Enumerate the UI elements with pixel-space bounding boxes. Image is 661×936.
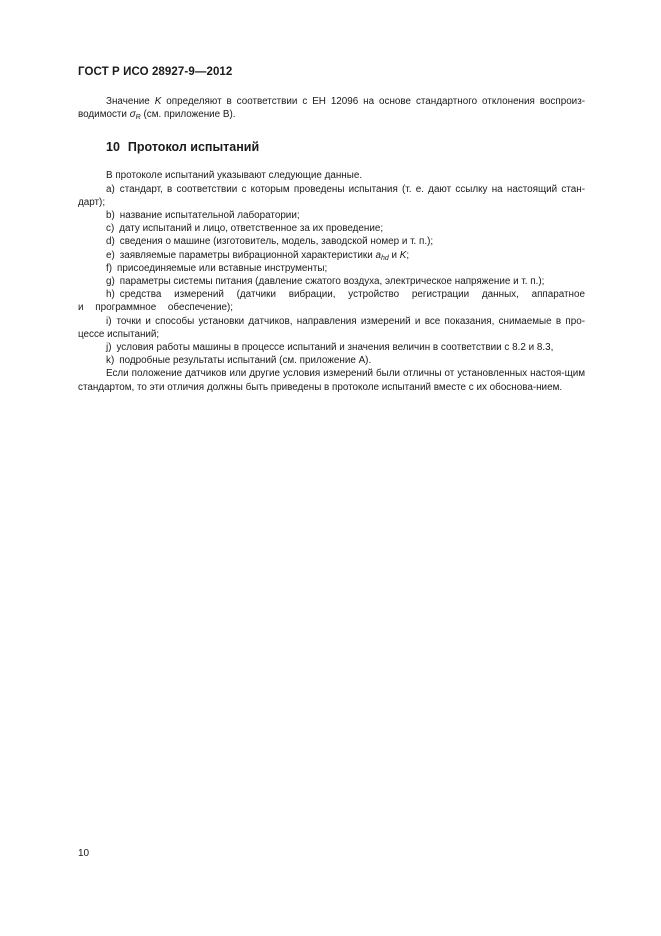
closing-paragraph: Если положение датчиков или другие условия измерений были отличны от установленных настоя-щим стандартом, то эти отличия должны быть приведены в протоколе испытаний вместе с их обоснова-нием. xyxy=(78,368,585,393)
list-item-e xyxy=(78,249,585,262)
section-number: 10 xyxy=(106,140,120,155)
sigma-letter: σ xyxy=(129,109,136,121)
standard-id-header: ГОСТ Р ИСО 28927-9—2012 xyxy=(78,66,233,78)
list-item-d xyxy=(78,235,585,248)
list-marker: c) xyxy=(106,223,115,235)
list-marker: k) xyxy=(106,355,115,367)
sigma-symbol xyxy=(130,109,141,120)
intro-text-1: Значение xyxy=(106,96,150,107)
section-lead: В протоколе испытаний указывают следующие данные. xyxy=(106,170,363,182)
list-marker: d) xyxy=(106,236,115,248)
list-marker: g) xyxy=(106,276,115,288)
page-content xyxy=(78,95,585,394)
list-item-text: название испытательной лаборатории; xyxy=(119,210,300,222)
list-item-i xyxy=(78,315,585,341)
section-title: Протокол испытаний xyxy=(127,140,260,155)
list-item-text: дату испытаний и лицо, ответственное за их проведение; xyxy=(119,223,384,235)
list-item-text: присоединяемые или вставные инструменты; xyxy=(117,262,328,274)
intro-paragraph xyxy=(78,95,585,121)
list-item-b xyxy=(78,209,585,222)
list-item-text: стандарт, в соответствии с которым проведены испытания (т. е. дают ссылку на настоящий стан-дарт); xyxy=(78,183,585,208)
variable-a: a xyxy=(375,249,381,261)
list-item-g xyxy=(78,275,585,288)
list-item-text: точки и способы установки датчиков, направления измерений и все показания, снимаемые в про-цессе испытаний; xyxy=(78,315,585,340)
list-marker: a) xyxy=(106,183,115,195)
list-item-j xyxy=(78,341,585,354)
page-number: 10 xyxy=(78,848,90,859)
list-item-text: параметры системы питания (давление сжатого воздуха, электрическое напряжение и т. п.); xyxy=(119,276,545,288)
sigma-subscript: R xyxy=(135,114,141,122)
list-item-text: сведения о машине (изготовитель, модель, заводской номер и т. п.); xyxy=(119,236,434,248)
list-item-f xyxy=(78,262,585,275)
list-marker: i) xyxy=(106,315,112,327)
variable-k: K xyxy=(399,249,407,261)
list-item-k xyxy=(78,354,585,367)
list-item-text: подробные результаты испытаний (см. приложение А). xyxy=(119,355,372,367)
list-item-text: условия работы машины в процессе испытаний и значения величин в соответствии с 8.2 и 8.3, xyxy=(116,342,554,354)
conjunction-and: и xyxy=(391,249,398,261)
list-marker: h) xyxy=(106,289,115,301)
list-marker: b) xyxy=(106,210,115,222)
intro-text-2: определяют в соответствии с ЕН 12096 на основе стандартного отклонения воспроиз-водимости xyxy=(78,96,586,121)
item-terminator: ; xyxy=(406,249,410,261)
list-marker: e) xyxy=(106,249,115,261)
list-item-h xyxy=(78,288,585,314)
variable-k: K xyxy=(154,96,162,107)
list-item-c xyxy=(78,222,585,235)
variable-a-hd xyxy=(375,250,388,261)
list-item-text: заявляемые параметры вибрационной характеристики xyxy=(119,249,373,261)
list-item-a xyxy=(78,183,585,209)
report-items-list xyxy=(78,183,585,368)
variable-a-subscript: hd xyxy=(380,254,389,262)
list-marker: j) xyxy=(106,342,112,354)
list-item-text: средства измерений (датчики вибрации, устройство регистрации данных, аппаратное и программное обеспечение); xyxy=(78,289,585,314)
section-heading xyxy=(78,139,585,155)
list-marker: f) xyxy=(106,262,113,274)
intro-text-3: (см. приложение В). xyxy=(143,109,236,121)
